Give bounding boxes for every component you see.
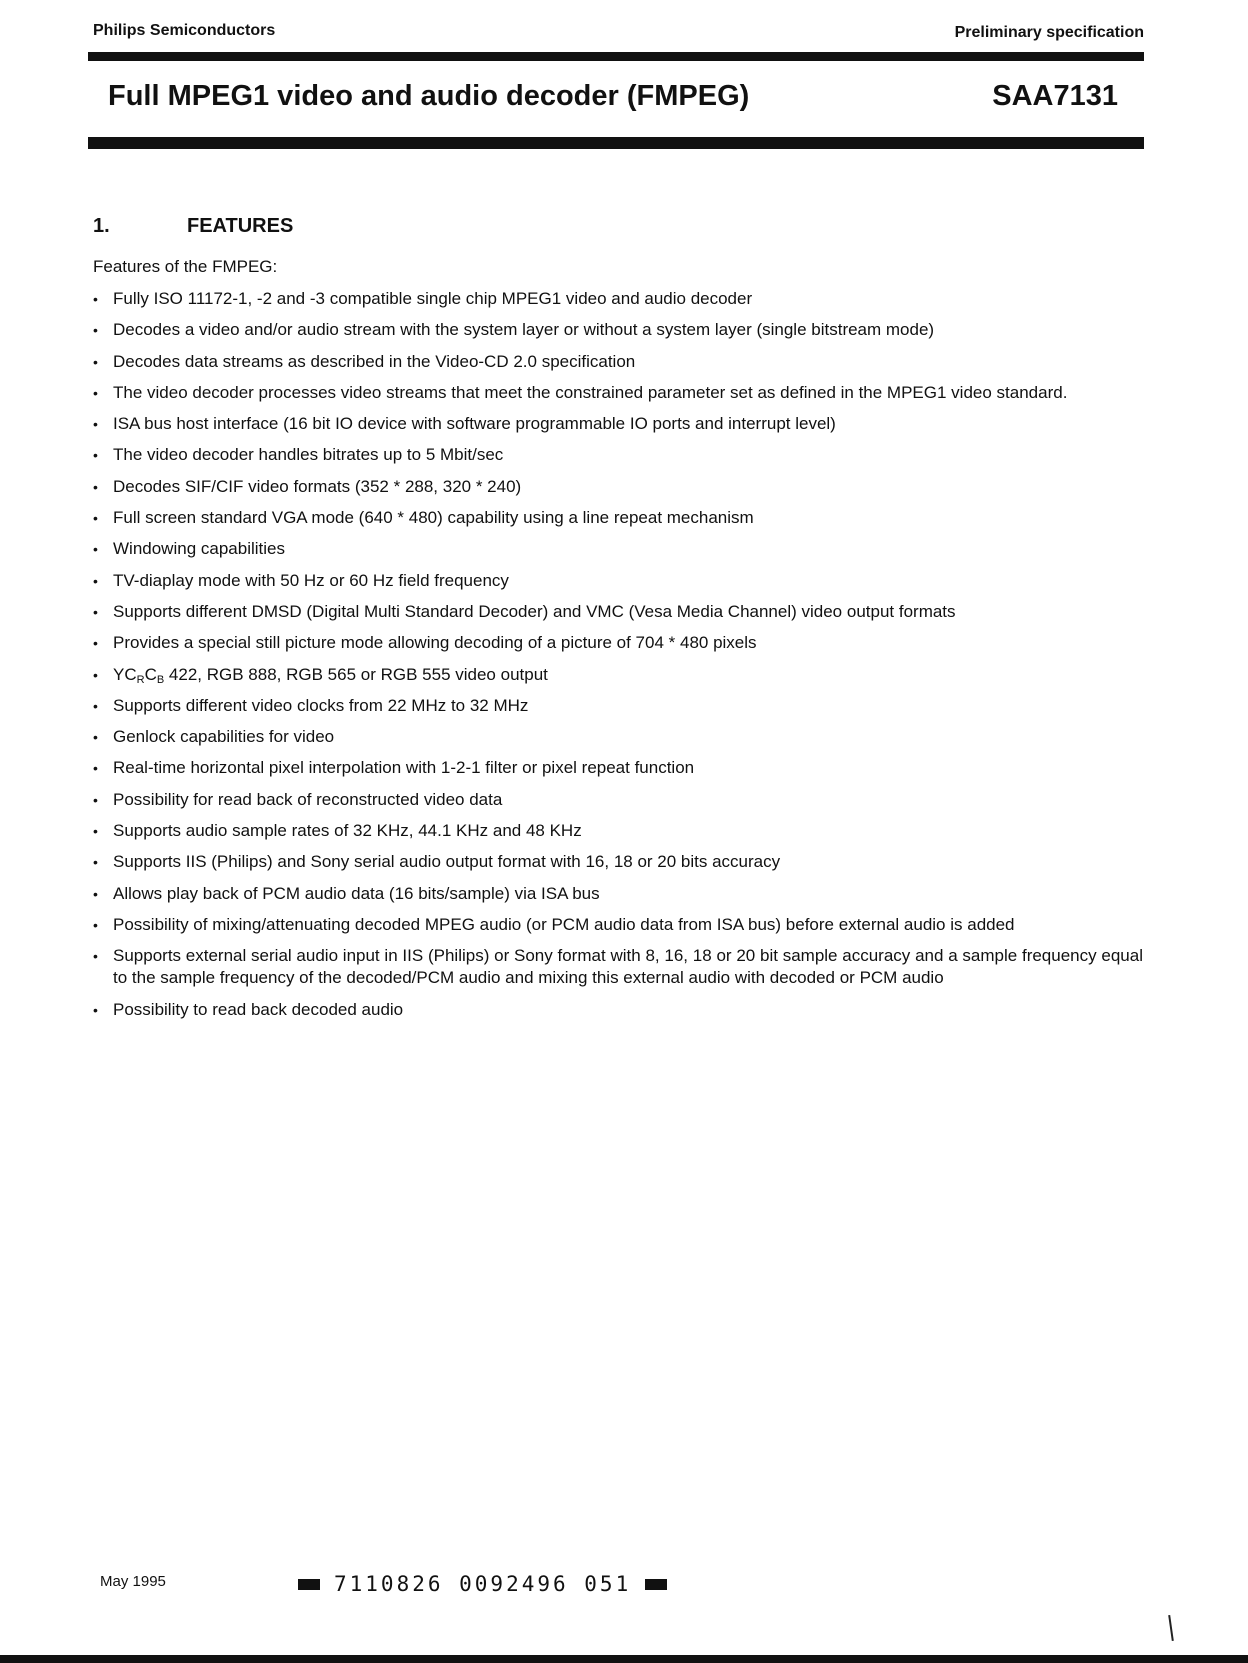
footer-date: May 1995	[100, 1573, 166, 1590]
feature-item: • Allows play back of PCM audio data (16 bits/sample) via ISA bus	[93, 883, 1143, 905]
feature-item: • Real-time horizontal pixel interpolation with 1-2-1 filter or pixel repeat function	[93, 757, 1143, 779]
feature-item: • Decodes SIF/CIF video formats (352 * 288, 320 * 240)	[93, 476, 1143, 498]
feature-item: • Possibility of mixing/attenuating decoded MPEG audio (or PCM audio data from ISA bus) before external audio is added	[93, 914, 1143, 936]
barcode-block-left	[298, 1579, 320, 1590]
barcode-text: 7110826 0092496 051	[334, 1572, 632, 1596]
feature-item: • Possibility to read back decoded audio	[93, 999, 1143, 1021]
feature-item: • Genlock capabilities for video	[93, 726, 1143, 748]
feature-item: • ISA bus host interface (16 bit IO device with software programmable IO ports and interrupt level)	[93, 413, 1143, 435]
title-rule	[88, 137, 1144, 149]
section-heading: FEATURES	[187, 215, 294, 237]
feature-item: • Full screen standard VGA mode (640 * 480) capability using a line repeat mechanism	[93, 507, 1143, 529]
feature-item: • TV-diaplay mode with 50 Hz or 60 Hz field frequency	[93, 570, 1143, 592]
feature-item: • Supports different video clocks from 22 MHz to 32 MHz	[93, 695, 1143, 717]
features-list	[93, 288, 1143, 1030]
feature-item: • Decodes data streams as described in the Video-CD 2.0 specification	[93, 351, 1143, 373]
header-rule	[88, 52, 1144, 61]
part-number: SAA7131	[992, 80, 1118, 112]
feature-item: • Provides a special still picture mode allowing decoding of a picture of 704 * 480 pixels	[93, 632, 1143, 654]
section-number: 1.	[93, 215, 110, 237]
feature-item: • Supports external serial audio input in IIS (Philips) or Sony format with 8, 16, 18 or 20 bit sample accuracy and a sample frequency equal to the sample frequency of the decoded/PCM audio and mixing this external audio with decoded or PCM audio	[93, 945, 1143, 989]
feature-item: • Supports audio sample rates of 32 KHz, 44.1 KHz and 48 KHz	[93, 820, 1143, 842]
feature-item: • Supports IIS (Philips) and Sony serial audio output format with 16, 18 or 20 bits accuracy	[93, 851, 1143, 873]
feature-item: • Possibility for read back of reconstructed video data	[93, 789, 1143, 811]
section-intro: Features of the FMPEG:	[93, 257, 278, 276]
feature-item: • Supports different DMSD (Digital Multi Standard Decoder) and VMC (Vesa Media Channel) video output formats	[93, 601, 1143, 623]
barcode	[298, 1572, 667, 1596]
bottom-rule	[0, 1655, 1248, 1663]
header-company: Philips Semiconductors	[93, 22, 276, 39]
feature-item: • The video decoder processes video streams that meet the constrained parameter set as defined in the MPEG1 video standard.	[93, 382, 1143, 404]
feature-item: • Fully ISO 11172-1, -2 and -3 compatible single chip MPEG1 video and audio decoder	[93, 288, 1143, 310]
document-title: Full MPEG1 video and audio decoder (FMPEG)	[108, 80, 750, 112]
feature-item: • Decodes a video and/or audio stream with the system layer or without a system layer (single bitstream mode)	[93, 319, 1143, 341]
header-status: Preliminary specification	[954, 24, 1144, 41]
feature-item: • The video decoder handles bitrates up to 5 Mbit/sec	[93, 444, 1143, 466]
feature-item: • Windowing capabilities	[93, 538, 1143, 560]
feature-item-ycrcb: • $YC_RC_B$ 422, RGB 888, RGB 565 or RGB 555 video output	[93, 664, 1143, 686]
barcode-block-right	[645, 1579, 667, 1590]
scan-mark	[1168, 1615, 1174, 1641]
